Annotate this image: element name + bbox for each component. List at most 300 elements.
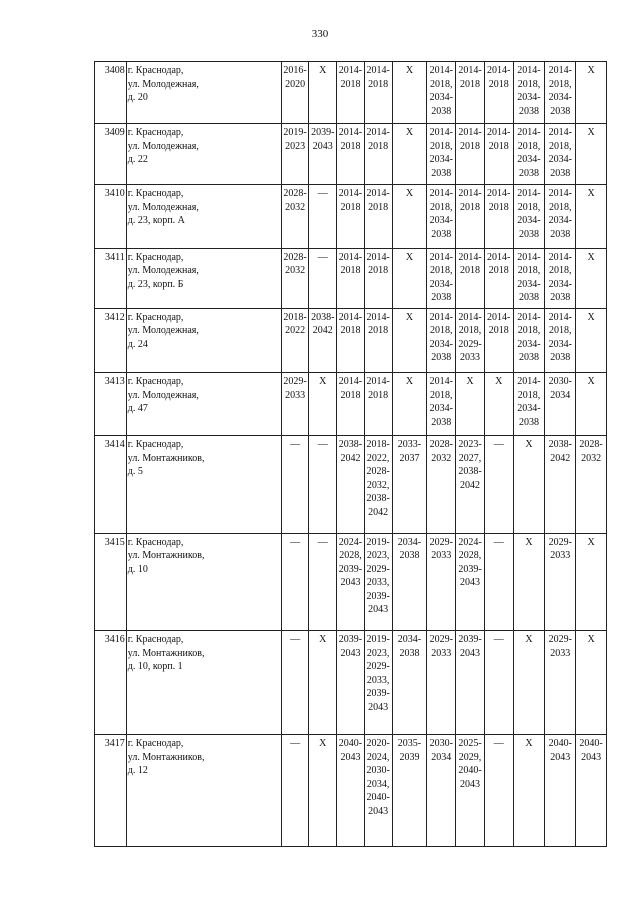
period-line: 2029-	[458, 338, 482, 350]
period-line: 2039-	[338, 563, 363, 575]
period-cell	[364, 62, 392, 124]
period-line: 2018,	[430, 201, 453, 213]
period-line: 2028-	[283, 251, 307, 263]
period-cell	[337, 185, 365, 248]
period-line: —	[317, 439, 328, 451]
period-line: 2039-	[458, 634, 482, 646]
period-cell	[456, 248, 485, 308]
period-line: 2014-	[366, 251, 390, 263]
period-line: 2034-	[397, 634, 422, 646]
period-line: X	[319, 634, 327, 646]
table-row	[95, 373, 607, 436]
period-line: 2018,	[549, 78, 572, 90]
period-line: 2034-	[397, 536, 422, 548]
address-line: д. 12	[127, 765, 148, 777]
period-line: 2018	[488, 140, 509, 152]
period-line: 2014-	[548, 65, 572, 76]
period-line: 2040-	[366, 792, 390, 804]
period-line: X	[319, 376, 327, 388]
table-row	[95, 436, 607, 533]
period-line: 2038	[431, 167, 452, 179]
period-cell	[427, 436, 456, 533]
period-line: 2018	[459, 201, 480, 213]
address-line: ул. Молодежная,	[127, 140, 199, 152]
period-cell	[309, 248, 337, 308]
period-line: X	[587, 188, 595, 200]
period-line: 2018,	[549, 325, 572, 337]
period-line: 2034	[431, 751, 452, 763]
period-line: 2014-	[548, 127, 572, 139]
period-cell	[545, 308, 576, 372]
period-cell	[545, 631, 576, 735]
address-line: ул. Монтажников,	[127, 550, 205, 562]
row-number: 3413	[95, 373, 127, 436]
period-line: 2033	[431, 647, 452, 659]
period-line: 2014-	[517, 65, 541, 76]
period-line: 2038	[518, 105, 539, 117]
period-line: X	[405, 251, 414, 263]
period-line: 2014-	[517, 127, 541, 139]
address-line: д. 23, корп. А	[127, 215, 185, 227]
period-line: 2042	[312, 325, 333, 337]
period-line: X	[525, 536, 533, 548]
period-cell	[309, 62, 337, 124]
period-cell	[337, 436, 365, 533]
period-line: 2029-	[548, 536, 572, 548]
row-number: 3415	[95, 533, 127, 630]
period-line: —	[493, 439, 504, 451]
period-cell	[484, 62, 513, 124]
period-cell	[364, 248, 392, 308]
period-line: 2038-	[366, 493, 390, 505]
period-line: 2034-	[517, 278, 541, 290]
period-line: 2038	[518, 352, 539, 364]
address-cell	[126, 373, 281, 436]
period-cell	[576, 631, 607, 735]
period-line: 2043	[312, 140, 333, 152]
table-row	[95, 308, 607, 372]
period-line: 2014-	[548, 251, 572, 263]
period-cell	[281, 631, 309, 735]
period-cell	[281, 533, 309, 630]
period-cell	[281, 436, 309, 533]
address-cell	[126, 735, 281, 847]
address-line: г. Краснодар,	[127, 65, 184, 76]
period-line: 2043	[340, 577, 361, 589]
address-line: г. Краснодар,	[127, 439, 184, 451]
period-cell	[392, 735, 427, 847]
period-line: 2029-	[548, 634, 572, 646]
period-cell	[456, 631, 485, 735]
period-line: X	[319, 738, 327, 750]
period-cell	[392, 308, 427, 372]
period-line: 2014-	[338, 65, 363, 76]
period-line: 2038	[431, 352, 452, 364]
period-line: 2038-	[338, 439, 363, 451]
period-line: 2023-	[458, 439, 482, 451]
period-line: 2038	[431, 105, 452, 117]
period-cell	[456, 185, 485, 248]
period-cell	[427, 735, 456, 847]
period-cell	[427, 533, 456, 630]
period-line: 2043	[368, 604, 389, 616]
period-cell	[576, 308, 607, 372]
period-cell	[392, 185, 427, 248]
page-number: 330	[311, 28, 329, 40]
period-line: 2029-	[429, 536, 453, 548]
period-cell	[427, 185, 456, 248]
period-line: 2038	[550, 167, 571, 179]
period-line: 2014-	[487, 251, 511, 263]
period-cell	[337, 124, 365, 185]
address-cell	[126, 124, 281, 185]
period-line: X	[587, 65, 595, 76]
period-line: 2018	[459, 78, 480, 90]
period-cell	[513, 124, 545, 185]
period-line: 2038-	[458, 466, 482, 478]
period-line: 2018	[488, 201, 509, 213]
period-line: 2030-	[548, 376, 572, 388]
period-cell	[281, 735, 309, 847]
period-cell	[484, 248, 513, 308]
period-line: 2040-	[458, 765, 482, 777]
period-line: 2018	[368, 140, 389, 152]
period-line: 2028-	[579, 439, 603, 451]
period-line: 2018	[368, 78, 389, 90]
period-cell	[309, 533, 337, 630]
period-line: 2034-	[429, 92, 453, 103]
period-cell	[484, 373, 513, 436]
period-cell	[392, 436, 427, 533]
period-cell	[281, 248, 309, 308]
period-line: 2032	[581, 452, 602, 464]
period-line: 2034-	[517, 403, 541, 415]
period-line: 2038-	[311, 311, 335, 323]
period-line: 2024-	[338, 536, 363, 548]
period-line: 2014-	[429, 251, 453, 263]
period-line: 2018	[340, 201, 361, 213]
period-line: 2034,	[366, 778, 390, 790]
address-line: г. Краснодар,	[127, 188, 184, 200]
period-line: 2018	[368, 325, 389, 337]
period-line: 2014-	[458, 127, 482, 139]
address-line: д. 47	[127, 403, 148, 415]
period-line: 2033	[285, 389, 306, 401]
period-line: 2018,	[549, 140, 572, 152]
period-line: 2034-	[548, 215, 572, 227]
period-line: 2014-	[487, 127, 511, 139]
row-number: 3417	[95, 735, 127, 847]
period-cell	[427, 124, 456, 185]
period-line: 2038	[550, 228, 571, 240]
row-number: 3411	[95, 248, 127, 308]
period-line: 2016-	[283, 65, 307, 76]
period-line: 2014-	[548, 311, 572, 323]
period-line: 2034-	[429, 338, 453, 350]
table-row	[95, 185, 607, 248]
address-line: ул. Монтажников,	[127, 647, 205, 659]
period-line: —	[290, 634, 301, 646]
period-cell	[576, 124, 607, 185]
period-line: 2018,	[549, 265, 572, 277]
period-line: 2035-	[397, 738, 422, 750]
period-line: 2028-	[283, 188, 307, 200]
period-line: 2033,	[366, 674, 390, 686]
period-line: 2039-	[338, 634, 363, 646]
period-cell	[456, 62, 485, 124]
period-cell	[484, 185, 513, 248]
period-line: 2022	[285, 325, 306, 337]
address-line: ул. Монтажников,	[127, 452, 205, 464]
period-line: 2018-	[283, 311, 307, 323]
period-cell	[427, 631, 456, 735]
period-line: 2042	[459, 479, 480, 491]
period-line: 2038	[518, 292, 539, 304]
period-line: 2029-	[366, 563, 390, 575]
address-line: ул. Монтажников,	[127, 751, 205, 763]
period-line: 2039-	[311, 127, 335, 139]
period-line: 2014-	[487, 311, 511, 323]
period-line: 2028-	[429, 439, 453, 451]
period-line: 2020	[285, 78, 306, 90]
period-line: 2033	[550, 550, 571, 562]
address-line: г. Краснодар,	[127, 376, 184, 388]
period-line: 2014-	[338, 127, 363, 139]
period-line: 2038	[518, 228, 539, 240]
period-line: 2018,	[430, 78, 453, 90]
period-line: 2014-	[517, 376, 541, 388]
period-line: X	[587, 127, 595, 139]
period-line: 2039-	[458, 563, 482, 575]
period-line: 2034-	[429, 403, 453, 415]
period-line: 2043	[581, 751, 602, 763]
period-cell	[456, 124, 485, 185]
period-cell	[484, 308, 513, 372]
period-line: 2037	[399, 452, 420, 464]
period-cell	[545, 533, 576, 630]
period-cell	[337, 735, 365, 847]
period-line: 2038	[550, 105, 571, 117]
period-cell	[309, 373, 337, 436]
period-cell	[545, 62, 576, 124]
period-line: 2018,	[517, 140, 541, 152]
address-line: д. 24	[127, 338, 148, 350]
period-line: X	[587, 251, 595, 263]
period-line: X	[405, 188, 414, 200]
period-line: 2018,	[517, 78, 541, 90]
period-cell	[309, 124, 337, 185]
period-line: 2030-	[429, 738, 453, 750]
period-cell	[484, 533, 513, 630]
period-cell	[392, 373, 427, 436]
period-line: —	[290, 738, 301, 750]
address-line: ул. Молодежная,	[127, 389, 199, 401]
period-cell	[484, 124, 513, 185]
period-line: X	[525, 439, 533, 451]
period-cell	[337, 248, 365, 308]
address-cell	[126, 631, 281, 735]
address-cell	[126, 248, 281, 308]
period-line: 2042	[550, 452, 571, 464]
period-cell	[281, 62, 309, 124]
period-line: —	[317, 536, 328, 548]
period-line: 2018	[488, 325, 509, 337]
table-row	[95, 631, 607, 735]
period-line: 2014-	[458, 188, 482, 200]
period-line: 2014-	[366, 65, 390, 76]
address-line: д. 20	[127, 92, 148, 103]
period-cell	[456, 735, 485, 847]
period-cell	[281, 308, 309, 372]
period-line: 2028,	[339, 550, 362, 562]
period-line: 2030-	[366, 765, 390, 777]
period-cell	[364, 436, 392, 533]
period-line: X	[405, 65, 414, 76]
period-line: 2014-	[487, 188, 511, 200]
period-cell	[513, 248, 545, 308]
period-line: 2014-	[517, 251, 541, 263]
address-line: г. Краснодар,	[127, 311, 184, 323]
period-line: 2024-	[458, 536, 482, 548]
period-line: 2019-	[283, 127, 307, 139]
address-line: д. 10	[127, 563, 148, 575]
period-line: 2040-	[338, 738, 363, 750]
address-line: г. Краснодар,	[127, 536, 184, 548]
period-cell	[513, 631, 545, 735]
table-row	[95, 124, 607, 185]
period-line: 2014-	[366, 376, 390, 388]
period-cell	[427, 62, 456, 124]
period-cell	[576, 62, 607, 124]
period-line: 2014-	[429, 311, 453, 323]
period-line: 2018	[340, 265, 361, 277]
period-cell	[364, 373, 392, 436]
period-cell	[364, 631, 392, 735]
period-cell	[545, 373, 576, 436]
period-line: 2043	[550, 751, 571, 763]
period-line: 2043	[368, 805, 389, 817]
period-line: 2028-	[366, 466, 390, 478]
period-line: 2033	[431, 550, 452, 562]
period-line: 2018	[340, 389, 361, 401]
row-number: 3414	[95, 436, 127, 533]
period-cell	[545, 185, 576, 248]
period-cell	[337, 62, 365, 124]
table-row	[95, 735, 607, 847]
period-cell	[309, 436, 337, 533]
period-line: 2018	[459, 265, 480, 277]
period-line: 2029-	[429, 634, 453, 646]
period-line: X	[525, 738, 533, 750]
table-row	[95, 62, 607, 124]
period-line: X	[587, 634, 595, 646]
period-line: 2018	[340, 140, 361, 152]
period-line: 2040-	[548, 738, 572, 750]
period-cell	[364, 308, 392, 372]
period-cell	[364, 185, 392, 248]
period-cell	[513, 436, 545, 533]
period-line: 2034-	[548, 92, 572, 103]
period-line: 2038	[399, 647, 420, 659]
period-line: 2043	[340, 647, 361, 659]
period-line: 2014-	[517, 311, 541, 323]
address-line: д. 23, корп. Б	[127, 278, 184, 290]
period-line: X	[495, 376, 503, 388]
period-line: 2043	[459, 647, 480, 659]
period-line: 2034-	[429, 154, 453, 166]
period-cell	[484, 735, 513, 847]
period-line: X	[405, 127, 414, 139]
period-line: 2018	[368, 265, 389, 277]
row-number: 3408	[95, 62, 127, 124]
period-cell	[392, 62, 427, 124]
period-line: X	[587, 536, 595, 548]
period-line: 2034-	[517, 92, 541, 103]
address-cell	[126, 533, 281, 630]
period-line: 2018,	[517, 265, 541, 277]
period-line: 2029,	[458, 751, 482, 763]
period-line: 2042	[340, 452, 361, 464]
period-line: X	[405, 311, 414, 323]
period-line: X	[319, 65, 327, 76]
table-row	[95, 248, 607, 308]
period-cell	[576, 185, 607, 248]
period-line: 2023,	[366, 550, 390, 562]
period-cell	[427, 308, 456, 372]
period-line: 2018,	[517, 389, 541, 401]
period-line: 2018	[368, 389, 389, 401]
period-cell	[513, 533, 545, 630]
period-line: 2038	[431, 416, 452, 428]
period-line: X	[466, 376, 474, 388]
period-line: 2019-	[366, 536, 390, 548]
period-line: 2014-	[458, 251, 482, 263]
period-line: —	[317, 251, 328, 263]
address-line: ул. Молодежная,	[127, 325, 199, 337]
table-row	[95, 533, 607, 630]
period-line: 2020-	[366, 738, 390, 750]
period-line: 2025-	[458, 738, 482, 750]
period-cell	[337, 373, 365, 436]
period-cell	[392, 124, 427, 185]
period-line: 2018	[488, 265, 509, 277]
period-cell	[337, 308, 365, 372]
period-cell	[513, 735, 545, 847]
period-line: 2014-	[517, 188, 541, 200]
period-line: X	[405, 376, 414, 388]
period-line: 2033-	[397, 439, 422, 451]
period-line: 2023,	[366, 647, 390, 659]
address-line: г. Краснодар,	[127, 738, 184, 750]
period-cell	[337, 631, 365, 735]
period-line: 2039-	[366, 688, 390, 700]
period-line: —	[493, 738, 504, 750]
period-line: 2034	[550, 389, 571, 401]
period-line: 2018	[488, 78, 509, 90]
period-line: 2032,	[366, 479, 390, 491]
registry-table	[94, 61, 607, 847]
period-line: 2039-	[366, 590, 390, 602]
period-cell	[545, 124, 576, 185]
period-cell	[281, 373, 309, 436]
row-number: 3412	[95, 308, 127, 372]
period-cell	[427, 248, 456, 308]
period-line: 2018	[340, 78, 361, 90]
period-line: 2038	[550, 292, 571, 304]
address-cell	[126, 436, 281, 533]
period-line: 2014-	[458, 65, 482, 76]
period-cell	[513, 308, 545, 372]
